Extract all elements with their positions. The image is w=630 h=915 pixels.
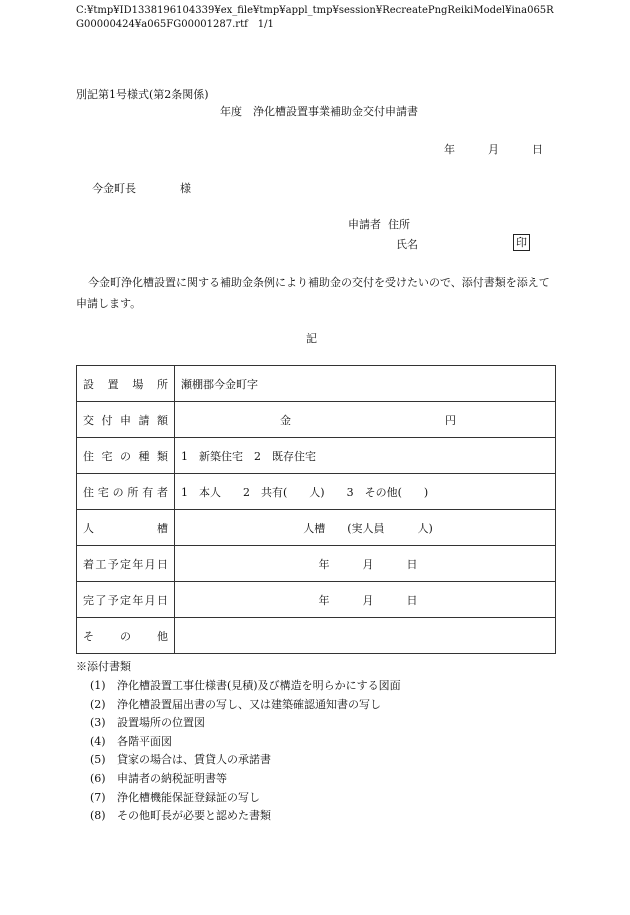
row-label xyxy=(77,510,175,546)
row-label-char: 着 xyxy=(83,557,94,571)
row-label-char: 了 xyxy=(95,593,107,607)
list-item xyxy=(90,677,401,696)
table-row xyxy=(77,474,556,510)
document-title: 年度 浄化槽設置事業補助金交付申請書 xyxy=(220,105,418,118)
attachments-list xyxy=(90,677,401,826)
list-item-text: 各階平面図 xyxy=(117,734,172,748)
list-item xyxy=(90,807,401,826)
date-month: 月 xyxy=(488,143,499,156)
list-item-number: (8) xyxy=(90,809,106,823)
row-label-char: 完 xyxy=(83,593,94,607)
list-item-number: (1) xyxy=(90,679,106,692)
list-item xyxy=(90,751,401,770)
list-item-text: その他町長が必要と認めた書類 xyxy=(117,809,271,823)
applicant-label: 申請者 xyxy=(348,218,381,231)
row-label-char: 住 xyxy=(83,485,94,499)
table-row xyxy=(77,402,556,438)
application-table xyxy=(76,365,556,654)
row-label-char: 他 xyxy=(157,629,168,643)
name-label: 氏名 xyxy=(396,238,418,251)
row-value[interactable] xyxy=(175,546,556,582)
row-value-text: 金 円 xyxy=(280,413,456,427)
row-label-char: 所 xyxy=(127,485,139,499)
row-label xyxy=(77,438,175,474)
row-label xyxy=(77,618,175,654)
row-label xyxy=(77,366,175,402)
date-year: 年 xyxy=(444,143,455,156)
application-date xyxy=(444,141,543,157)
row-label-char: 住 xyxy=(83,449,94,463)
list-item-number: (2) xyxy=(90,697,106,711)
list-item xyxy=(90,789,401,808)
table-row xyxy=(77,438,556,474)
addressee: 今金町長 様 xyxy=(92,182,191,195)
row-value[interactable] xyxy=(175,618,556,654)
row-value[interactable] xyxy=(175,402,556,438)
row-label-char: 定 xyxy=(119,593,131,607)
row-label-char: 日 xyxy=(156,593,168,607)
list-item-text: 浄化槽機能保証登録証の写し xyxy=(117,790,260,804)
row-label-char: 申 xyxy=(120,413,131,427)
row-value-text: 1 本人 2 共有( 人) 3 その他( ) xyxy=(181,485,429,499)
row-label-char: 年 xyxy=(132,593,144,607)
row-value-text: 瀬棚郡今金町字 xyxy=(181,377,258,391)
row-label-char: 者 xyxy=(156,485,168,499)
row-value[interactable] xyxy=(175,366,556,402)
row-label-char: 予 xyxy=(107,593,119,607)
row-label-char: 交 xyxy=(83,413,94,427)
row-label-char: の xyxy=(120,629,131,643)
row-label-char: 請 xyxy=(138,413,150,427)
row-label-char: 有 xyxy=(142,485,154,499)
row-label-char: 付 xyxy=(101,413,113,427)
file-path-header: C:¥tmp¥ID1338196104339¥ex_file¥tmp¥appl_tmp¥session¥RecreatePngReikiModel¥ina065RG00000424¥a065FG00001287.rtf 1/1 xyxy=(76,5,554,30)
list-item-text: 浄化槽設置届出書の写し、又は建築確認通知書の写し xyxy=(117,697,381,711)
row-label-char: そ xyxy=(83,629,94,643)
table-row xyxy=(77,618,556,654)
list-item-text: 設置場所の位置図 xyxy=(117,716,205,730)
list-item-text: 浄化槽設置工事仕様書(見積)及び構造を明らかにする図面 xyxy=(117,679,401,692)
row-value[interactable] xyxy=(175,510,556,546)
list-item-number: (7) xyxy=(90,790,106,804)
list-item xyxy=(90,714,401,733)
row-label-char: 場 xyxy=(132,377,144,391)
row-value-text: 人槽 (実人員 人) xyxy=(303,521,433,535)
row-value-text: 年 月 日 xyxy=(318,593,418,607)
row-label-char: 月 xyxy=(144,593,156,607)
table-row xyxy=(77,582,556,618)
row-label-char: 槽 xyxy=(157,521,168,535)
row-label-char: 置 xyxy=(107,377,119,391)
row-label-char: 宅 xyxy=(101,449,113,463)
row-label-char: 種 xyxy=(138,449,150,463)
address-label: 住所 xyxy=(388,218,410,231)
row-label xyxy=(77,546,175,582)
body-text: 今金町浄化槽設置に関する補助金条例により補助金の交付を受けたいので、添付書類を添えて申請します。 xyxy=(76,276,550,310)
row-value[interactable] xyxy=(175,438,556,474)
row-label-char: の xyxy=(120,449,131,463)
row-label-char: 日 xyxy=(156,557,168,571)
row-label-char: 工 xyxy=(95,557,107,571)
list-item xyxy=(90,733,401,752)
list-item-number: (5) xyxy=(90,753,106,767)
row-label-char: の xyxy=(112,485,124,499)
applicant-name xyxy=(396,236,418,252)
row-label xyxy=(77,582,175,618)
applicant-address xyxy=(348,216,410,232)
row-label-char: 類 xyxy=(157,449,168,463)
list-item-number: (6) xyxy=(90,771,106,785)
table-row xyxy=(77,546,556,582)
row-value-text: 年 月 日 xyxy=(318,557,418,571)
row-label-char: 予 xyxy=(107,557,119,571)
list-item-number: (4) xyxy=(90,734,106,748)
row-label-char: 設 xyxy=(83,377,94,391)
row-label xyxy=(77,474,175,510)
ki-heading: 記 xyxy=(306,332,317,345)
row-label-char: 所 xyxy=(156,377,168,391)
table-row xyxy=(77,510,556,546)
list-item-number: (3) xyxy=(90,716,106,730)
row-value[interactable] xyxy=(175,582,556,618)
row-label-char: 人 xyxy=(83,521,94,535)
list-item-text: 貸家の場合は、賃貸人の承諾書 xyxy=(117,753,271,767)
list-item xyxy=(90,770,401,789)
seal-mark: 印 xyxy=(513,234,530,251)
row-label xyxy=(77,402,175,438)
attachments-heading: ※添付書類 xyxy=(76,660,131,673)
row-label-char: 額 xyxy=(157,413,168,427)
list-item xyxy=(90,696,401,715)
row-value[interactable] xyxy=(175,474,556,510)
row-label-char: 定 xyxy=(119,557,131,571)
table-row xyxy=(77,366,556,402)
row-label-char: 年 xyxy=(132,557,144,571)
form-number: 別記第1号様式(第2条関係) xyxy=(76,88,209,101)
list-item-text: 申請者の納税証明書等 xyxy=(117,771,227,785)
date-day: 日 xyxy=(532,143,543,156)
row-label-char: 月 xyxy=(144,557,156,571)
row-label-char: 宅 xyxy=(97,485,109,499)
row-value-text: 1 新築住宅 2 既存住宅 xyxy=(181,449,316,463)
